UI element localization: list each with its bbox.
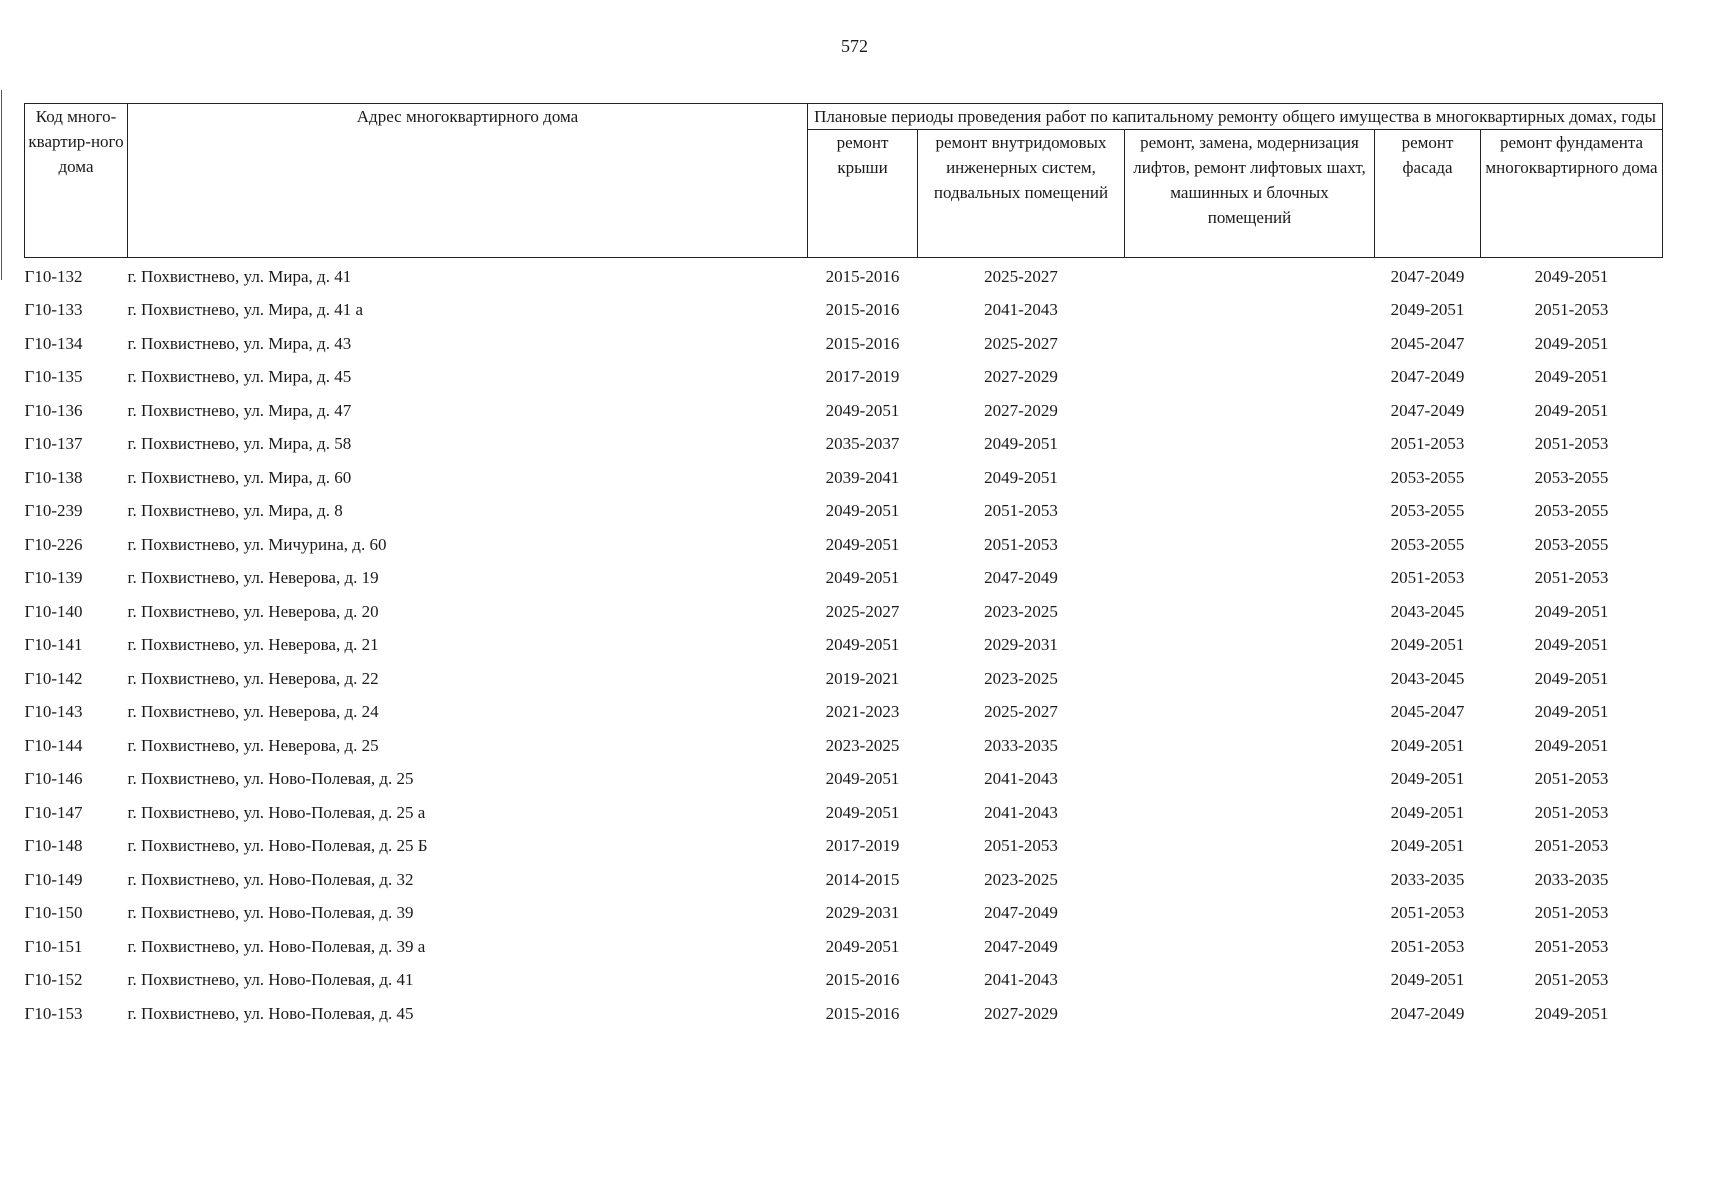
row-elevators: [1125, 763, 1375, 797]
row-code: Г10-133: [24, 300, 83, 320]
row-roof: 2015-2016: [825, 333, 900, 353]
row-facade: 2049-2051: [1390, 802, 1465, 822]
row-engineering: 2023-2025: [984, 869, 1058, 889]
row-address: г. Похвистнево, ул. Ново-Полевая, д. 25: [127, 769, 414, 789]
row-foundation: 2049-2051: [1534, 1003, 1609, 1023]
table-header: [25, 104, 1663, 258]
row-facade: 2033-2035: [1390, 869, 1465, 889]
row-code: Г10-134: [24, 333, 83, 353]
table-row: [25, 294, 1663, 328]
row-code: Г10-150: [24, 903, 83, 923]
page-number: 572: [841, 36, 868, 56]
row-facade: 2047-2049: [1390, 400, 1465, 420]
row-foundation: 2049-2051: [1534, 668, 1609, 688]
row-address: г. Похвистнево, ул. Мира, д. 43: [127, 333, 352, 353]
row-code: Г10-140: [24, 601, 83, 621]
page-edge-line: [1, 90, 2, 280]
row-address: г. Похвистнево, ул. Мира, д. 8: [127, 501, 343, 521]
row-roof: 2049-2051: [825, 635, 900, 655]
row-address: г. Похвистнево, ул. Мира, д. 41: [127, 266, 352, 286]
row-elevators: [1125, 361, 1375, 395]
row-engineering: 2041-2043: [984, 300, 1058, 320]
row-elevators: [1125, 930, 1375, 964]
row-elevators: [1125, 461, 1375, 495]
row-address: г. Похвистнево, ул. Неверова, д. 25: [127, 735, 379, 755]
row-roof: 2015-2016: [825, 1003, 900, 1023]
table-row: [25, 528, 1663, 562]
row-foundation: 2053-2055: [1534, 534, 1609, 554]
row-address: г. Похвистнево, ул. Ново-Полевая, д. 45: [127, 1003, 414, 1023]
row-foundation: 2053-2055: [1534, 501, 1609, 521]
row-address: г. Похвистнево, ул. Мира, д. 60: [127, 467, 352, 487]
row-elevators: [1125, 897, 1375, 931]
row-address: г. Похвистнево, ул. Ново-Полевая, д. 25 а: [127, 802, 426, 822]
row-engineering: 2027-2029: [984, 367, 1058, 387]
row-foundation: 2051-2053: [1534, 300, 1609, 320]
row-foundation: 2051-2053: [1534, 903, 1609, 923]
row-code: Г10-143: [24, 702, 83, 722]
row-roof: 2017-2019: [825, 836, 900, 856]
row-roof: 2015-2016: [825, 970, 900, 990]
row-foundation: 2049-2051: [1534, 735, 1609, 755]
row-roof: 2015-2016: [825, 266, 900, 286]
table-row: [25, 327, 1663, 361]
row-facade: 2051-2053: [1390, 568, 1465, 588]
table-row: [25, 830, 1663, 864]
table-row: [25, 595, 1663, 629]
row-engineering: 2051-2053: [984, 501, 1058, 521]
row-facade: 2047-2049: [1390, 1003, 1465, 1023]
row-address: г. Похвистнево, ул. Мира, д. 58: [127, 434, 352, 454]
row-address: г. Похвистнево, ул. Мира, д. 47: [127, 400, 352, 420]
row-foundation: 2049-2051: [1534, 266, 1609, 286]
row-code: Г10-146: [24, 769, 83, 789]
row-code: Г10-138: [24, 467, 83, 487]
table-row: [25, 258, 1663, 294]
row-foundation: 2049-2051: [1534, 601, 1609, 621]
row-roof: 2049-2051: [825, 802, 900, 822]
table-row: [25, 863, 1663, 897]
row-engineering: 2027-2029: [984, 400, 1058, 420]
row-code: Г10-139: [24, 568, 83, 588]
row-engineering: 2033-2035: [984, 735, 1058, 755]
row-facade: 2047-2049: [1390, 266, 1465, 286]
row-code: Г10-151: [24, 936, 83, 956]
row-address: г. Похвистнево, ул. Ново-Полевая, д. 39: [127, 903, 414, 923]
row-engineering: 2025-2027: [984, 266, 1058, 286]
row-address: г. Похвистнево, ул. Мира, д. 41 а: [127, 300, 364, 320]
row-foundation: 2049-2051: [1534, 333, 1609, 353]
row-facade: 2049-2051: [1390, 769, 1465, 789]
row-engineering: 2047-2049: [984, 568, 1058, 588]
row-code: Г10-152: [24, 970, 83, 990]
row-roof: 2029-2031: [825, 903, 900, 923]
table-row: [25, 796, 1663, 830]
row-engineering: 2041-2043: [984, 970, 1058, 990]
row-facade: 2051-2053: [1390, 936, 1465, 956]
row-code: Г10-132: [24, 266, 83, 286]
row-roof: 2039-2041: [825, 467, 900, 487]
row-roof: 2049-2051: [825, 400, 900, 420]
table-row: [25, 729, 1663, 763]
row-engineering: 2029-2031: [984, 635, 1058, 655]
row-engineering: 2023-2025: [984, 668, 1058, 688]
row-address: г. Похвистнево, ул. Мира, д. 45: [127, 367, 352, 387]
table-body: [25, 258, 1663, 1031]
table-row: [25, 461, 1663, 495]
row-facade: 2049-2051: [1390, 836, 1465, 856]
row-elevators: [1125, 964, 1375, 998]
row-facade: 2049-2051: [1390, 970, 1465, 990]
row-facade: 2047-2049: [1390, 367, 1465, 387]
row-facade: 2043-2045: [1390, 668, 1465, 688]
row-roof: 2049-2051: [825, 568, 900, 588]
row-foundation: 2051-2053: [1534, 970, 1609, 990]
row-engineering: 2051-2053: [984, 836, 1058, 856]
row-address: г. Похвистнево, ул. Мичурина, д. 60: [127, 534, 387, 554]
row-foundation: 2051-2053: [1534, 836, 1609, 856]
row-address: г. Похвистнево, ул. Ново-Полевая, д. 32: [127, 869, 414, 889]
row-engineering: 2041-2043: [984, 802, 1058, 822]
table-row: [25, 930, 1663, 964]
row-elevators: [1125, 294, 1375, 328]
row-foundation: 2053-2055: [1534, 467, 1609, 487]
row-elevators: [1125, 796, 1375, 830]
row-foundation: 2049-2051: [1534, 367, 1609, 387]
row-facade: 2043-2045: [1390, 601, 1465, 621]
row-roof: 2035-2037: [825, 434, 900, 454]
row-code: Г10-141: [24, 635, 83, 655]
table-row: [25, 428, 1663, 462]
row-roof: 2049-2051: [825, 534, 900, 554]
row-elevators: [1125, 830, 1375, 864]
row-facade: 2045-2047: [1390, 333, 1465, 353]
row-elevators: [1125, 562, 1375, 596]
row-address: г. Похвистнево, ул. Ново-Полевая, д. 25 Б: [127, 836, 428, 856]
header-periods-group: Плановые периоды проведения работ по капитальному ремонту общего имущества в многоквартирных домах, годы: [808, 104, 1663, 130]
row-elevators: [1125, 528, 1375, 562]
row-code: Г10-135: [24, 367, 83, 387]
table-row: [25, 964, 1663, 998]
header-foundation: ремонт фундамента многоквартирного дома: [1481, 130, 1663, 258]
row-elevators: [1125, 997, 1375, 1031]
row-roof: 2049-2051: [825, 769, 900, 789]
row-roof: 2015-2016: [825, 300, 900, 320]
header-facade: ремонт фасада: [1375, 130, 1481, 258]
row-roof: 2021-2023: [825, 702, 900, 722]
row-code: Г10-149: [24, 869, 83, 889]
row-address: г. Похвистнево, ул. Неверова, д. 19: [127, 568, 379, 588]
row-facade: 2051-2053: [1390, 434, 1465, 454]
row-facade: 2045-2047: [1390, 702, 1465, 722]
row-engineering: 2027-2029: [984, 1003, 1058, 1023]
row-foundation: 2049-2051: [1534, 400, 1609, 420]
row-engineering: 2023-2025: [984, 601, 1058, 621]
row-roof: 2049-2051: [825, 501, 900, 521]
row-address: г. Похвистнево, ул. Неверова, д. 22: [127, 668, 379, 688]
table-row: [25, 629, 1663, 663]
row-elevators: [1125, 495, 1375, 529]
row-elevators: [1125, 662, 1375, 696]
row-foundation: 2051-2053: [1534, 936, 1609, 956]
row-elevators: [1125, 595, 1375, 629]
row-address: г. Похвистнево, ул. Неверова, д. 24: [127, 702, 379, 722]
header-address: Адрес многоквартирного дома: [128, 104, 808, 258]
row-engineering: 2051-2053: [984, 534, 1058, 554]
row-code: Г10-137: [24, 434, 83, 454]
row-code: Г10-153: [24, 1003, 83, 1023]
row-address: г. Похвистнево, ул. Ново-Полевая, д. 41: [127, 970, 414, 990]
row-roof: 2014-2015: [825, 869, 900, 889]
row-engineering: 2049-2051: [984, 434, 1058, 454]
row-elevators: [1125, 394, 1375, 428]
row-foundation: 2049-2051: [1534, 635, 1609, 655]
row-facade: 2053-2055: [1390, 534, 1465, 554]
row-foundation: 2051-2053: [1534, 434, 1609, 454]
row-code: Г10-148: [24, 836, 83, 856]
table-row: [25, 662, 1663, 696]
table-row: [25, 997, 1663, 1031]
header-elevators: ремонт, замена, модернизация лифтов, ремонт лифтовых шахт, машинных и блочных помещений: [1125, 130, 1375, 258]
row-roof: 2017-2019: [825, 367, 900, 387]
row-code: Г10-136: [24, 400, 83, 420]
table-row: [25, 495, 1663, 529]
table-row: [25, 562, 1663, 596]
header-roof: ремонт крыши: [808, 130, 918, 258]
row-facade: 2053-2055: [1390, 501, 1465, 521]
row-engineering: 2049-2051: [984, 467, 1058, 487]
table-row: [25, 763, 1663, 797]
row-facade: 2051-2053: [1390, 903, 1465, 923]
row-foundation: 2051-2053: [1534, 769, 1609, 789]
row-elevators: [1125, 327, 1375, 361]
header-engineering: ремонт внутридомовых инженерных систем, подвальных помещений: [918, 130, 1125, 258]
row-engineering: 2025-2027: [984, 333, 1058, 353]
row-engineering: 2047-2049: [984, 903, 1058, 923]
table-row: [25, 897, 1663, 931]
row-facade: 2049-2051: [1390, 735, 1465, 755]
row-elevators: [1125, 729, 1375, 763]
row-code: Г10-239: [24, 501, 83, 521]
row-code: Г10-147: [24, 802, 83, 822]
row-foundation: 2049-2051: [1534, 702, 1609, 722]
row-address: г. Похвистнево, ул. Ново-Полевая, д. 39 а: [127, 936, 426, 956]
row-address: г. Похвистнево, ул. Неверова, д. 20: [127, 601, 379, 621]
table-row: [25, 361, 1663, 395]
row-engineering: 2041-2043: [984, 769, 1058, 789]
row-address: г. Похвистнево, ул. Неверова, д. 21: [127, 635, 379, 655]
row-engineering: 2047-2049: [984, 936, 1058, 956]
row-elevators: [1125, 696, 1375, 730]
table-row: [25, 394, 1663, 428]
table-row: [25, 696, 1663, 730]
row-code: Г10-142: [24, 668, 83, 688]
row-foundation: 2051-2053: [1534, 568, 1609, 588]
row-facade: 2049-2051: [1390, 635, 1465, 655]
row-roof: 2023-2025: [825, 735, 900, 755]
row-facade: 2049-2051: [1390, 300, 1465, 320]
row-elevators: [1125, 258, 1375, 294]
header-code: Код много-квартир-ного дома: [25, 104, 128, 258]
row-roof: 2019-2021: [825, 668, 900, 688]
row-code: Г10-144: [24, 735, 83, 755]
capital-repair-table: [24, 103, 1663, 1031]
row-foundation: 2033-2035: [1534, 869, 1609, 889]
row-foundation: 2051-2053: [1534, 802, 1609, 822]
row-code: Г10-226: [24, 534, 83, 554]
row-elevators: [1125, 629, 1375, 663]
row-roof: 2049-2051: [825, 936, 900, 956]
row-elevators: [1125, 863, 1375, 897]
row-facade: 2053-2055: [1390, 467, 1465, 487]
row-roof: 2025-2027: [825, 601, 900, 621]
row-engineering: 2025-2027: [984, 702, 1058, 722]
row-elevators: [1125, 428, 1375, 462]
